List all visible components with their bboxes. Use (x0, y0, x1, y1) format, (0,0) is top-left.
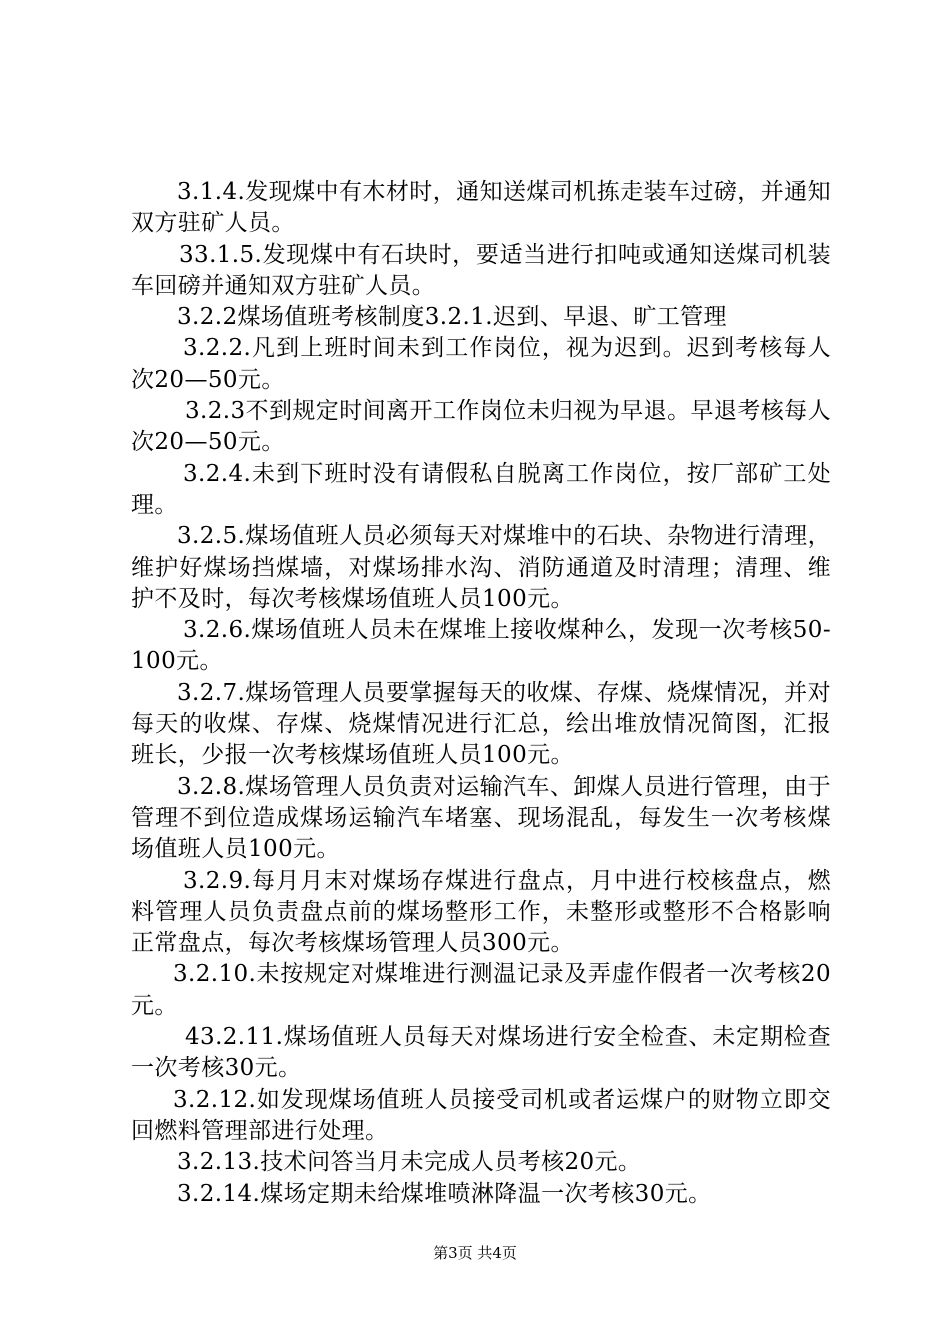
page-footer: 第3页 共4页 (433, 1244, 517, 1262)
paragraph-3-2-7: 3.2.7.煤场管理人员要掌握每天的收煤、存煤、烧煤情况，并对每天的收煤、存煤、烧煤情况进行汇总，绘出堆放情况简图，汇报班长，少报一次考核煤场值班人员100元。 (131, 679, 831, 769)
paragraph-3-2-8: 3.2.8.煤场管理人员负责对运输汽车、卸煤人员进行管理，由于管理不到位造成煤场运输汽车堵塞、现场混乱，每发生一次考核煤场值班人员100元。 (131, 773, 831, 863)
paragraph-3-2-9: 3.2.9.每月月末对煤场存煤进行盘点，月中进行校核盘点，燃料管理人员负责盘点前的煤场整形工作，未整形或整形不合格影响正常盘点，每次考核煤场管理人员300元。 (131, 867, 831, 957)
paragraph-3-2-5: 3.2.5.煤场值班人员必须每天对煤堆中的石块、杂物进行清理，维护好煤场挡煤墙，对煤场排水沟、消防通道及时清理；清理、维护不及时，每次考核煤场值班人员100元。 (131, 523, 831, 612)
paragraph-3-2-10: 3.2.10.未按规定对煤堆进行测温记录及弄虚作假者一次考核20元。 (131, 961, 831, 1019)
paragraph-3-1-5: 33.1.5.发现煤中有石块时，要适当进行扣吨或通知送煤司机装车回磅并通知双方驻矿人员。 (131, 241, 831, 299)
paragraph-3-2-2-heading: 3.2.2煤场值班考核制度3.2.1.迟到、早退、旷工管理 (177, 304, 727, 331)
paragraph-3-2-14: 3.2.14.煤场定期未给煤堆喷淋降温一次考核30元。 (177, 1180, 712, 1207)
document-body (131, 177, 831, 1210)
paragraph-3-2-6: 3.2.6.煤场值班人员未在煤堆上接收煤种么，发现一次考核50-100元。 (131, 617, 831, 675)
paragraph-3-2-11: 43.2.11.煤场值班人员每天对煤场进行安全检查、未定期检查一次考核30元。 (131, 1024, 831, 1082)
paragraph-3-2-13: 3.2.13.技术问答当月未完成人员考核20元。 (177, 1149, 642, 1176)
paragraph-3-2-2: 3.2.2.凡到上班时间未到工作岗位，视为迟到。迟到考核每人次20—50元。 (131, 335, 831, 393)
paragraph-3-1-4: 3.1.4.发现煤中有木材时，通知送煤司机拣走装车过磅，并通知双方驻矿人员。 (131, 179, 831, 237)
paragraph-3-2-12: 3.2.12.如发现煤场值班人员接受司机或者运煤户的财物立即交回燃料管理部进行处理。 (131, 1086, 831, 1144)
paragraph-3-2-3: 3.2.3不到规定时间离开工作岗位未归视为早退。早退考核每人次20—50元。 (131, 398, 831, 456)
paragraph-3-2-4: 3.2.4.未到下班时没有请假私自脱离工作岗位，按厂部矿工处理。 (131, 460, 831, 518)
